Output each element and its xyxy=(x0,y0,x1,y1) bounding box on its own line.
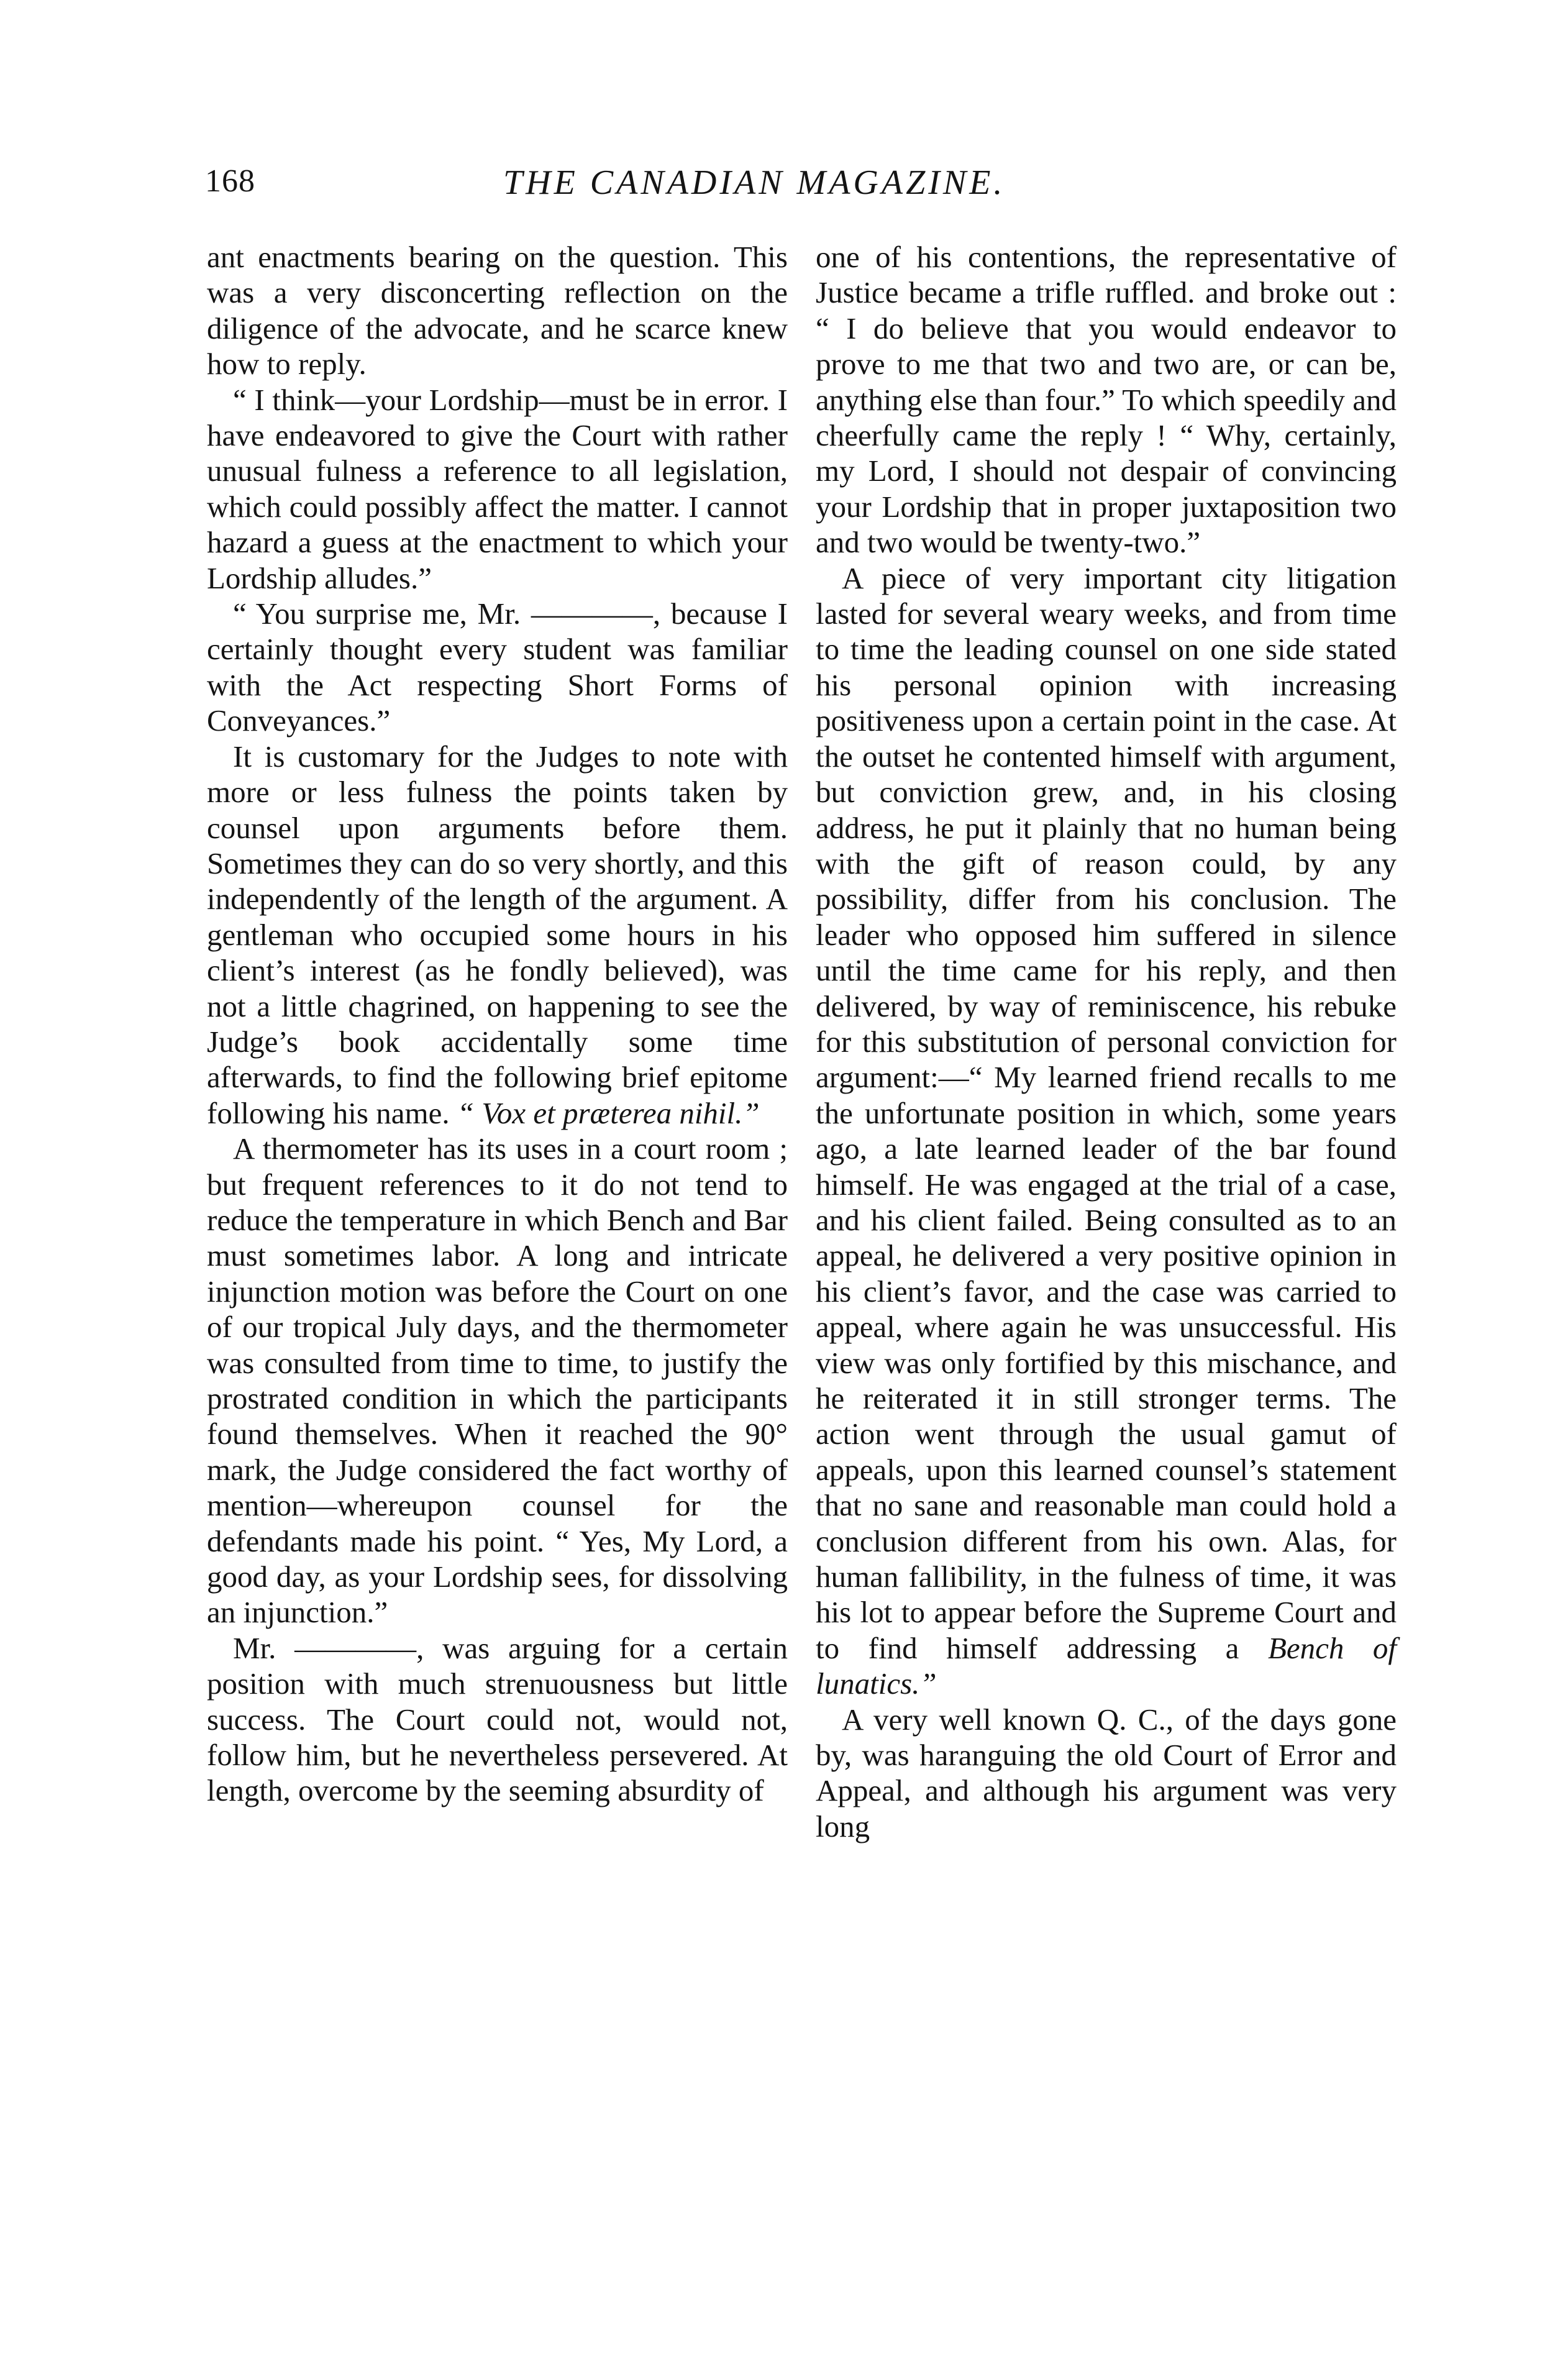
running-head xyxy=(205,163,1398,212)
judges-notes-text: It is customary for the Judges to note with more or less fulness the points taken by counsel upon arguments before them. Sometimes they can do so very shortly, and this independently of the length of the argument. A gentleman who occupied some hours in his client’s interest (as he fondly believed), was not a little chagrined, on happening to see the Judge’s book accidentally some time afterwards, to find the following brief epitome following his name. xyxy=(207,739,788,1130)
paragraph-counsel-reply: “ I think—your Lordship—must be in error. I have endeavored to give the Court with rather unusual fulness a reference to all legislation, which could possibly affect the matter. I cannot hazard a guess at the enactment to which your Lordship alludes.” xyxy=(207,382,788,595)
paragraph-judge-reply: “ You surprise me, Mr. ————, because I certainly thought every student was familiar with the Act respecting Short Forms of Conveyances.” xyxy=(207,596,788,738)
bench-of-lunatics: Bench of lunatics.” xyxy=(816,1630,1397,1701)
paragraph-two-and-two: one of his contentions, the representative of Justice became a trifle ruffled. and broke out : “ I do believe that you would endeavor to prove to me that two and two are, or can be, anything else than four.” To which speedily and cheerfully came the reply ! “ Why, certainly, my Lord, I should not despair of convincing your Lordship that in proper juxtaposition two and two would be twenty-two.” xyxy=(816,240,1397,560)
latin-quote: “ Vox et præterea nihil.” xyxy=(457,1095,760,1130)
paragraph-qc-harangue: A very well known Q. C., of the days gone by, was haranguing the old Court of Error and Appeal, and although his argument was very long xyxy=(816,1702,1397,1843)
paragraph-continuation: ant enactments bearing on the question. This was a very disconcerting reflection on the diligence of the advocate, and he scarce knew how to reply. xyxy=(207,240,788,381)
right-column xyxy=(816,239,1397,1844)
paragraph-strenuous-argument: Mr. ————, was arguing for a certain position with much strenuousness but little success. The Court could not, would not, follow him, but he nevertheless persevered. At length, overcome by the seeming absurdity of xyxy=(207,1630,788,1808)
paragraph-city-litigation xyxy=(816,560,1397,1702)
city-litigation-text: A piece of very important city litigation lasted for several weary weeks, and from time to time the leading counsel on one side stated his personal opinion with increasing positiveness upon a certain point in the case. At the outset he contented himself with argument, but conviction grew, and, in his closing address, he put it plainly that no human being with the gift of reason could, by any possibility, differ from his conclusion. The leader who opposed him suffered in silence until the time came for his reply, and then delivered, by way of reminiscence, his rebuke for this substitution of personal conviction for argument:—“ My learned friend recalls to me the unfortunate position in which, some years ago, a late learned leader of the bar found himself. He was engaged at the trial of a case, and his client failed. Being consulted as to an appeal, he delivered a very positive opinion in his client’s favor, and the case was carried to appeal, where again he was unsuccessful. His view was only fortified by this mischance, and he reiterated it in still stronger terms. The action went through the usual gamut of appeals, upon this learned counsel’s statement that no sane and reasonable man could hold a conclusion different from his own. Alas, for human fallibility, in the fulness of time, it was his lot to appear before the Supreme Court and to find himself addressing a xyxy=(816,560,1397,1665)
paragraph-judges-notes xyxy=(207,739,788,1131)
left-column xyxy=(207,239,788,1809)
paragraph-thermometer: A thermometer has its uses in a court room ; but frequent references to it do not tend to reduce the temperature in which Bench and Bar must sometimes labor. A long and intricate injunction motion was before the Court on one of our tropical July days, and the thermometer was consulted from time to time, to justify the prostrated condition in which the participants found themselves. When it reached the 90° mark, the Judge considered the fact worthy of mention—whereupon counsel for the defendants made his point. “ Yes, My Lord, a good day, as your Lordship sees, for dissolving an injunction.” xyxy=(207,1131,788,1630)
page-number: 168 xyxy=(205,163,255,199)
journal-title: THE CANADIAN MAGAZINE. xyxy=(503,163,1006,202)
